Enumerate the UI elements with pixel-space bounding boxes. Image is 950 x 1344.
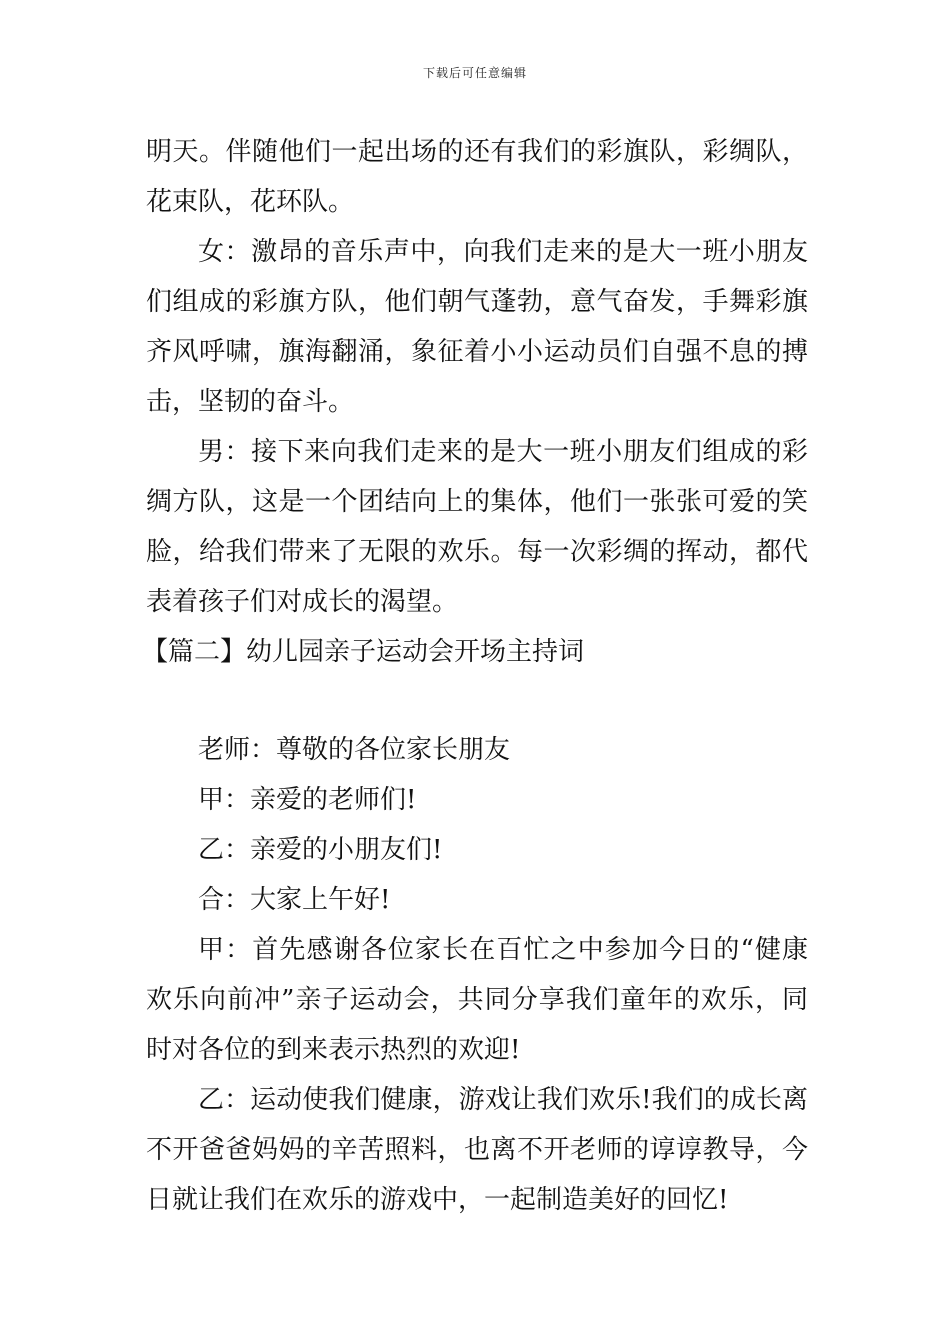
- document-body: [142, 127, 808, 1225]
- section-heading: 【篇二】幼儿园亲子运动会开场主持词: [142, 637, 585, 667]
- paragraph-male-host: 男：接下来向我们走来的是大一班小朋友们组成的彩绸方队，这是一个团结向上的集体，他们一张张可爱的笑脸，给我们带来了无限的欢乐。每一次彩绸的挥动，都代表着孩子们对成长的渴望。: [146, 437, 808, 617]
- paragraph-continuation: 明天。伴随他们一起出场的还有我们的彩旗队，彩绸队，花束队，花环队。: [146, 137, 808, 217]
- paragraph-host-b-welcome: 乙：运动使我们健康，游戏让我们欢乐!我们的成长离不开爸爸妈妈的辛苦照料，也离不开老师的谆谆教导，今日就让我们在欢乐的游戏中，一起制造美好的回忆!: [146, 1085, 808, 1215]
- paragraph-female-host: 女：激昂的音乐声中，向我们走来的是大一班小朋友们组成的彩旗方队，他们朝气蓬勃，意气奋发，手舞彩旗齐风呼啸，旗海翻涌，象征着小小运动员们自强不息的搏击，坚韧的奋斗。: [146, 237, 808, 417]
- section-spacer: [146, 677, 808, 725]
- page-header-note: 下载后可任意编辑: [422, 66, 527, 80]
- paragraph-together-greeting: 合：大家上午好!: [198, 885, 391, 915]
- paragraph-host-a-welcome: 甲：首先感谢各位家长在百忙之中参加今日的“健康欢乐向前冲”亲子运动会，共同分享我们童年的欢乐，同时对各位的到来表示热烈的欢迎!: [146, 935, 808, 1065]
- paragraph-host-b-greeting: 乙：亲爱的小朋友们!: [198, 835, 443, 865]
- paragraph-host-a-greeting: 甲：亲爱的老师们!: [198, 785, 417, 815]
- paragraph-teacher: 老师：尊敬的各位家长朋友: [198, 735, 511, 765]
